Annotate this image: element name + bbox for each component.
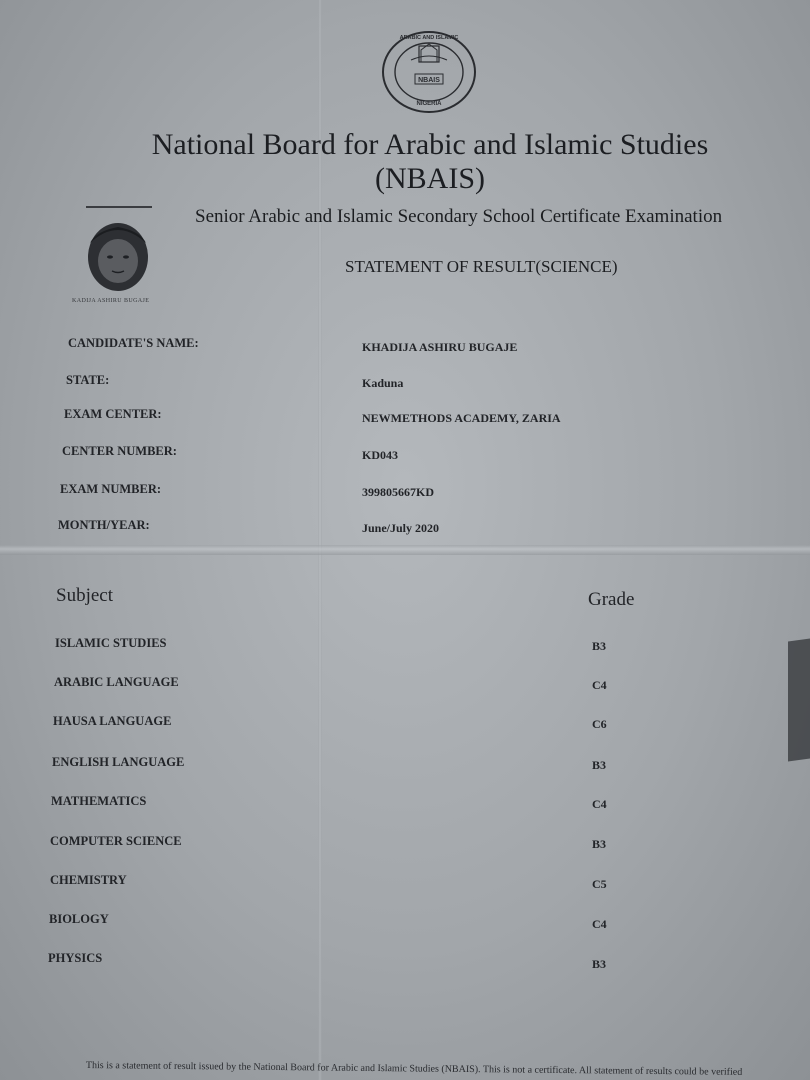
subject-name: PHYSICS [48,951,103,965]
photo-caption: KADIJA ASHIRU BUGAJE [72,298,150,304]
exam-number-value: 399805667KD [362,485,434,499]
seal-center-text: NBAIS [418,77,440,84]
exam-center-value: NEWMETHODS ACADEMY, ZARIA [362,411,561,425]
subject-name: ENGLISH LANGUAGE [52,755,185,769]
candidate-photo [70,213,166,297]
exam-center-label: EXAM CENTER: [64,407,162,421]
grade-column-header: Grade [588,589,635,610]
subject-grade: B3 [592,957,607,971]
state-label: STATE: [66,373,110,387]
subject-grade: B3 [592,639,607,653]
subject-name: CHEMISTRY [50,873,127,887]
seal-bottom-text: NIGERIA [416,101,442,107]
month-year-value: June/July 2020 [362,521,440,535]
state-value: Kaduna [362,376,404,390]
nbais-seal-logo [381,30,477,114]
subject-grade: C6 [592,717,607,731]
subject-name: BIOLOGY [49,912,109,926]
center-number-value: KD043 [362,448,398,462]
board-title [140,128,720,196]
photo-top-line [86,206,152,208]
subject-column-header: Subject [56,585,113,606]
candidate-name-value: KHADIJA ASHIRU BUGAJE [362,340,518,354]
subject-grade: B3 [592,758,607,772]
month-year-label: MONTH/YEAR: [58,518,150,532]
subject-grade: B3 [592,837,607,851]
subject-grade: C4 [592,678,607,692]
board-title-line1: National Board for Arabic and Islamic Studies [151,128,709,161]
subject-name: ARABIC LANGUAGE [54,675,179,689]
subject-grade: C4 [592,797,607,811]
subject-name: COMPUTER SCIENCE [50,834,182,848]
subject-name: ISLAMIC STUDIES [55,636,167,650]
center-number-label: CENTER NUMBER: [62,444,177,458]
subject-grade: C5 [592,877,607,891]
subject-name: HAUSA LANGUAGE [53,714,172,728]
subject-name: MATHEMATICS [51,794,147,808]
statement-heading: STATEMENT OF RESULT(SCIENCE) [345,257,618,276]
subject-grade: C4 [592,917,607,931]
exam-subtitle: Senior Arabic and Islamic Secondary School Certificate Examination [195,206,723,227]
seal-top-text: ARABIC AND ISLAMIC [399,35,459,41]
board-title-line2: (NBAIS) [375,162,485,195]
footer-disclaimer: This is a statement of result issued by the National Board for Arabic and Islamic Studies (NBAIS). This is not a certificate. All statement of results could be verified [85,1060,743,1078]
paper-fold-horizontal [0,545,810,555]
paper-edge-shadow [788,638,810,761]
exam-number-label: EXAM NUMBER: [60,482,162,496]
candidate-name-label: CANDIDATE'S NAME: [68,336,199,350]
